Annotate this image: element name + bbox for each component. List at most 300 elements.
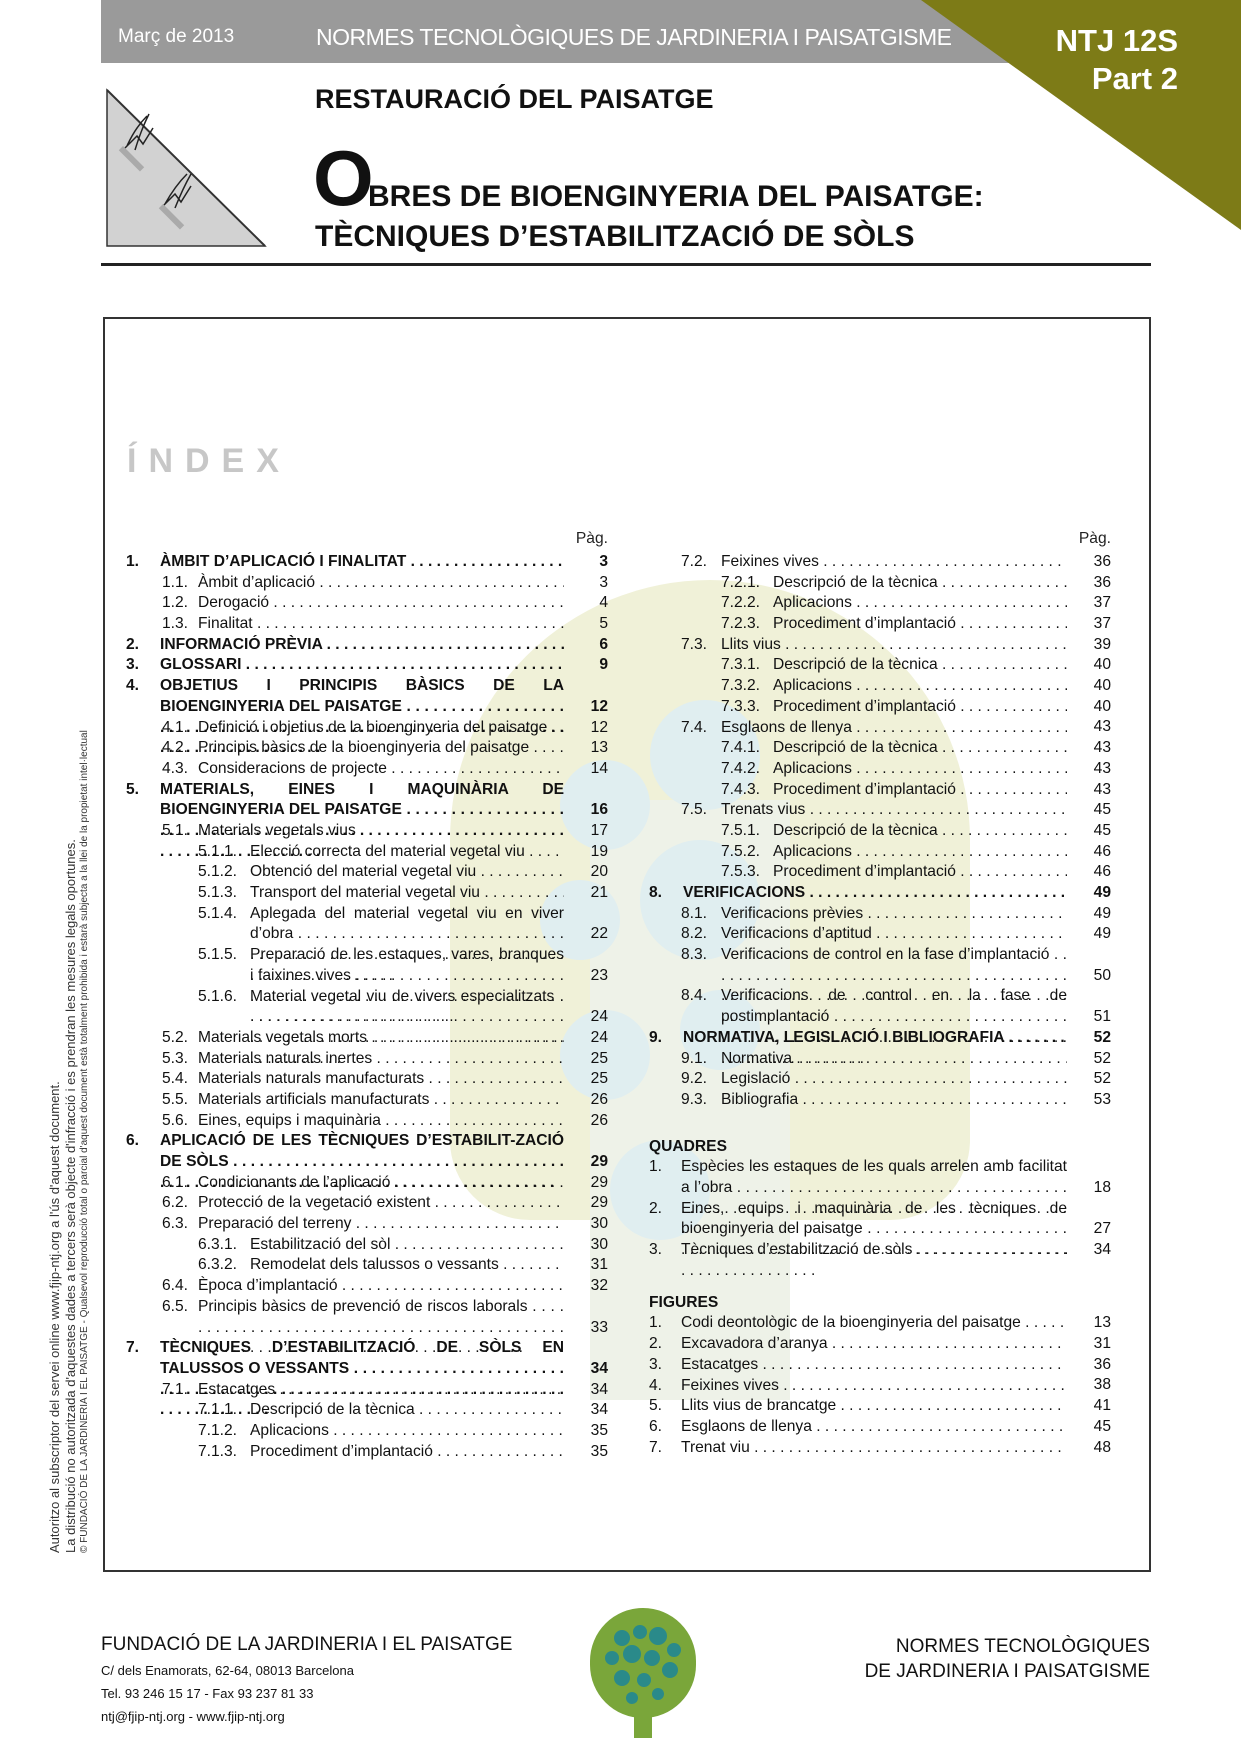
toc-entry bbox=[126, 738, 608, 759]
toc-entry-number: 1.1. bbox=[162, 573, 189, 591]
toc-entry-number: 7.5.1. bbox=[721, 821, 761, 839]
toc-entry-title: Verificacions de control en la fase d’implantació . . . bbox=[721, 945, 1067, 1028]
toc-entry-title: Obtenció del material vegetal viu . . . bbox=[250, 862, 564, 883]
toc-entry-title: Descripció de la tècnica . . . bbox=[773, 738, 1067, 759]
index-title: ÍNDEX bbox=[127, 442, 291, 480]
toc-entry bbox=[126, 1214, 608, 1235]
toc-entry-title: Materials vegetals vius . . . bbox=[198, 821, 564, 842]
toc-entry-page: 13 bbox=[1093, 1314, 1111, 1332]
toc-entry bbox=[126, 759, 608, 780]
toc-entry-number: 5.1.4. bbox=[198, 904, 238, 922]
toc-entry-title: Esglaons de llenya . . . bbox=[721, 718, 1067, 739]
toc-entry-page: 14 bbox=[590, 759, 608, 777]
toc-entry-title: APLICACIÓ DE LES TÈCNIQUES D’ESTABILIT-ZACIÓ DE SÒLS . . . bbox=[160, 1131, 564, 1193]
toc-entry-number: 4. bbox=[649, 1376, 663, 1394]
title-line-2: TÈCNIQUES D’ESTABILITZACIÓ DE SÒLS bbox=[315, 220, 915, 253]
toc-entry bbox=[126, 1255, 608, 1276]
toc-entry bbox=[649, 1417, 1111, 1438]
toc-entry bbox=[126, 821, 608, 842]
header-date: Març de 2013 bbox=[118, 26, 235, 47]
toc-entry-title: Descripció de la tècnica . . . bbox=[250, 1400, 564, 1421]
toc-entry bbox=[126, 552, 608, 573]
toc-entry bbox=[649, 1049, 1111, 1070]
toc-entry-title: Aplicacions . . . bbox=[773, 759, 1067, 780]
toc-entry-title: Principis bàsics de prevenció de riscos laborals . . . bbox=[198, 1297, 564, 1359]
toc-entry-title: Consideracions de projecte . . . bbox=[198, 759, 564, 780]
toc-entry-page: 20 bbox=[590, 863, 608, 881]
toc-entry-page: 27 bbox=[1093, 1220, 1111, 1238]
toc-entry-title: ÀMBIT D’APLICACIÓ I FINALITAT . . . bbox=[160, 552, 564, 573]
toc-entry-title: Remodelat dels talussos o vessants . . . bbox=[250, 1255, 564, 1276]
toc-entry-title: Principis bàsics de la bioenginyeria del paisatge . . . bbox=[198, 738, 564, 759]
toc-entry-page: 34 bbox=[1093, 1241, 1111, 1259]
toc-entry-title: Definició i objetius de la bioenginyeria del paisatge . . . bbox=[198, 718, 564, 739]
toc-entry-number: 7.4.1. bbox=[721, 739, 761, 757]
toc-entry bbox=[649, 573, 1111, 594]
toc-entry-title: Llits vius de brancatge . . . bbox=[681, 1396, 1067, 1417]
toc-entry-title: Preparació del terreny . . . bbox=[198, 1214, 564, 1235]
foundation-logo bbox=[582, 1604, 704, 1740]
pag-header: Pàg. bbox=[1078, 530, 1111, 547]
footer-series-line-1: NORMES TECNOLÒGIQUES bbox=[895, 1636, 1150, 1657]
toc-entry-title: Materials artificials manufacturats . . . bbox=[198, 1090, 564, 1111]
toc-entry-number: 5.1.5. bbox=[198, 946, 238, 964]
toc-entry bbox=[649, 676, 1111, 697]
toc-entry bbox=[126, 1297, 608, 1338]
toc-entry-title: Aplicacions . . . bbox=[773, 676, 1067, 697]
toc-entry-page: 30 bbox=[590, 1215, 608, 1233]
toc-entry-number: 7.1. bbox=[162, 1380, 189, 1398]
toc-entry-page: 29 bbox=[590, 1173, 608, 1191]
toc-entry bbox=[126, 1111, 608, 1132]
toc-entry bbox=[126, 1380, 608, 1401]
toc-entry-title: Feixines vives . . . bbox=[721, 552, 1067, 573]
toc-entry bbox=[126, 987, 608, 1028]
toc-entry-page: 3 bbox=[599, 552, 608, 570]
toc-entry-number: 6.3. bbox=[162, 1215, 189, 1233]
toc-entry-number: 7.4.3. bbox=[721, 780, 761, 798]
toc-entry bbox=[649, 1240, 1111, 1261]
toc-entry-title: Eines, equips i maquinària de les tècniques de bioenginyeria del paisatge . . . bbox=[681, 1199, 1067, 1282]
toc-entry-number: 5.6. bbox=[162, 1111, 189, 1129]
toc-entry-number: 4.1. bbox=[162, 718, 189, 736]
toc-entry-page: 51 bbox=[1093, 1008, 1111, 1026]
toc-entry-number: 5.4. bbox=[162, 1070, 189, 1088]
toc-entry-page: 13 bbox=[590, 739, 608, 757]
toc-entry bbox=[126, 1421, 608, 1442]
toc-entry-number: 6.4. bbox=[162, 1277, 189, 1295]
toc-entry-number: 7.1.1. bbox=[198, 1401, 238, 1419]
toc-entry bbox=[649, 924, 1111, 945]
toc-entry-number: 6.2. bbox=[162, 1194, 189, 1212]
toc-entry-page: 36 bbox=[1093, 1355, 1111, 1373]
toc-entry-page: 43 bbox=[1093, 718, 1111, 736]
toc-entry-title: Materials naturals manufacturats . . . bbox=[198, 1069, 564, 1090]
toc-entry-number: 8.2. bbox=[681, 925, 708, 943]
toc-entry-page: 53 bbox=[1093, 1090, 1111, 1108]
toc-entry bbox=[649, 718, 1111, 739]
toc-entry-number: 3. bbox=[649, 1355, 663, 1373]
toc-entry-page: 35 bbox=[590, 1442, 608, 1460]
toc-entry-page: 12 bbox=[590, 697, 608, 715]
toc-entry-title: Descripció de la tècnica . . . bbox=[773, 655, 1067, 676]
toc-entry-number: 5.1.1. bbox=[198, 842, 238, 860]
toc-entry bbox=[126, 1442, 608, 1463]
toc-entry bbox=[649, 593, 1111, 614]
toc-entry-number: 5. bbox=[649, 1397, 663, 1415]
toc-entry-title: Àmbit d’aplicació . . . bbox=[198, 573, 564, 594]
toc-entry-page: 45 bbox=[1093, 801, 1111, 819]
toc-entry-page: 16 bbox=[590, 801, 608, 819]
toc-entry-title: Codi deontològic de la bioenginyeria del paisatge . . . bbox=[681, 1313, 1067, 1334]
toc-entry-page: 34 bbox=[590, 1380, 608, 1398]
side-note-1: Autoritzo al subscriptor del servei online www.fjip-ntj.org a l'ús d'aquest document. bbox=[47, 1081, 62, 1553]
toc-entry-page: 5 bbox=[599, 615, 608, 633]
toc-entry-number: 6.3.1. bbox=[198, 1235, 238, 1253]
toc-entry-title: Època d’implantació . . . bbox=[198, 1276, 564, 1297]
toc-entry-title: INFORMACIÓ PRÈVIA . . . bbox=[160, 635, 564, 656]
toc-entry-page: 46 bbox=[1093, 842, 1111, 860]
toc-entry-title: Derogació . . . bbox=[198, 593, 564, 614]
toc-entry-number: 3. bbox=[649, 1241, 663, 1259]
toc-entry-title: Procediment d’implantació . . . bbox=[250, 1442, 564, 1463]
toc-entry-title: Feixines vives . . . bbox=[681, 1376, 1067, 1397]
toc-entry-title: TÈCNIQUES D’ESTABILITZACIÓ DE SÒLS EN TALUSSOS O VESSANTS . . . bbox=[160, 1338, 564, 1421]
toc-entry bbox=[126, 614, 608, 635]
toc-entry-page: 34 bbox=[590, 1359, 608, 1377]
toc-entry bbox=[649, 1438, 1111, 1459]
toc-entry-title: Llits vius . . . bbox=[721, 635, 1067, 656]
toc-entry-page: 19 bbox=[590, 842, 608, 860]
toc-entry-number: 6. bbox=[649, 1417, 663, 1435]
toc-entry bbox=[649, 1313, 1111, 1334]
quadres-list bbox=[649, 1157, 1111, 1260]
toc-entry bbox=[649, 738, 1111, 759]
toc-entry-title: Trenat viu . . . bbox=[681, 1438, 1067, 1459]
index-column-left bbox=[126, 530, 608, 1462]
toc-entry-page: 26 bbox=[590, 1111, 608, 1129]
toc-entry-page: 3 bbox=[599, 573, 608, 591]
toc-entry bbox=[649, 1376, 1111, 1397]
toc-entry-title: Materials vegetals morts . . . bbox=[198, 1028, 564, 1049]
toc-entry-title: Trenats vius . . . bbox=[721, 800, 1067, 821]
toc-entry-number: 7.1.3. bbox=[198, 1442, 238, 1460]
toc-entry-title: Eines, equips i maquinària . . . bbox=[198, 1111, 564, 1132]
toc-entry bbox=[649, 945, 1111, 986]
toc-entry-page: 31 bbox=[590, 1256, 608, 1274]
toc-entry bbox=[649, 1157, 1111, 1198]
toc-entry-page: 26 bbox=[590, 1090, 608, 1108]
toc-entry-number: 7.3.3. bbox=[721, 697, 761, 715]
toc-entry-number: 8. bbox=[649, 884, 663, 901]
toc-entry-page: 38 bbox=[1093, 1376, 1111, 1394]
toc-entry-page: 36 bbox=[1093, 573, 1111, 591]
toc-entry-page: 17 bbox=[590, 821, 608, 839]
toc-entry bbox=[126, 593, 608, 614]
toc-entry-title: GLOSSARI . . . bbox=[160, 655, 564, 676]
toc-entry-number: 4. bbox=[126, 677, 140, 695]
header-series: NORMES TECNOLÒGIQUES DE JARDINERIA I PAISATGISME bbox=[316, 24, 952, 50]
toc-entry-number: 6.1. bbox=[162, 1173, 189, 1191]
slope-sketch-illustration bbox=[105, 88, 275, 248]
toc-entry-number: 9.1. bbox=[681, 1049, 708, 1067]
code-label: NTJ 12S bbox=[1055, 23, 1178, 58]
toc-entry bbox=[649, 552, 1111, 573]
toc-entry bbox=[649, 800, 1111, 821]
figures-list bbox=[649, 1313, 1111, 1458]
toc-entry-page: 43 bbox=[1093, 780, 1111, 798]
toc-entry-number: 9.3. bbox=[681, 1090, 708, 1108]
toc-entry bbox=[649, 1355, 1111, 1376]
footer-web: ntj@fjip-ntj.org - www.fjip-ntj.org bbox=[101, 1709, 285, 1724]
toc-entry-title: NORMATIVA, LEGISLACIÓ I BIBLIOGRAFIA . . . bbox=[683, 1028, 1067, 1049]
toc-entry-number: 1. bbox=[649, 1158, 663, 1176]
toc-entry-page: 22 bbox=[590, 925, 608, 943]
footer-series bbox=[865, 1634, 1150, 1684]
toc-entry-title: Descripció de la tècnica . . . bbox=[773, 821, 1067, 842]
toc-entry-title: Procediment d’implantació . . . bbox=[773, 862, 1067, 883]
toc-entry-number: 7. bbox=[126, 1339, 140, 1357]
toc-entry-page: 52 bbox=[1093, 1028, 1111, 1046]
toc-entry-title: Aplicacions . . . bbox=[250, 1421, 564, 1442]
toc-entry bbox=[649, 862, 1111, 883]
document-subtitle: RESTAURACIÓ DEL PAISATGE bbox=[315, 84, 714, 114]
toc-entry-page: 49 bbox=[1093, 925, 1111, 943]
toc-entry bbox=[126, 1235, 608, 1256]
footer-organization: FUNDACIÓ DE LA JARDINERIA I EL PAISATGE bbox=[101, 1634, 513, 1655]
toc-entry-number: 5. bbox=[126, 780, 140, 798]
toc-entry-title: Verificacions d’aptitud . . . bbox=[721, 924, 1067, 945]
toc-entry bbox=[126, 1338, 608, 1379]
toc-entry bbox=[126, 945, 608, 986]
toc-entry-number: 8.1. bbox=[681, 904, 708, 922]
toc-entry-title: Aplegada del material vegetal viu en viver d’obra . . . bbox=[250, 904, 564, 987]
toc-entry bbox=[126, 1131, 608, 1172]
toc-entry-title: Legislació . . . bbox=[721, 1069, 1067, 1090]
toc-entry bbox=[126, 1049, 608, 1070]
toc-entry-page: 29 bbox=[590, 1153, 608, 1171]
toc-entry-number: 6. bbox=[126, 1132, 140, 1150]
toc-entry-number: 8.3. bbox=[681, 946, 708, 964]
side-note-3: © FUNDACIÓ DE LA JARDINERIA I EL PAISATGE - Qualsevol reproducció total o parcial d'aquest document està totalment prohibida i estarà subjecta a la llei de la propietat intel·lectual bbox=[79, 730, 90, 1553]
toc-entry-number: 5.1.3. bbox=[198, 884, 238, 902]
toc-entry-page: 48 bbox=[1093, 1438, 1111, 1456]
toc-entry-page: 45 bbox=[1093, 821, 1111, 839]
toc-entry-title: Aplicacions . . . bbox=[773, 842, 1067, 863]
toc-entry-page: 41 bbox=[1093, 1397, 1111, 1415]
toc-entry-title: Estabilització del sòl . . . bbox=[250, 1235, 564, 1256]
toc-entry-title: Procediment d’implantació . . . bbox=[773, 780, 1067, 801]
toc-entry-number: 2. bbox=[649, 1199, 663, 1217]
side-note-2: La distribució no autoritzada d'aquestes dades a tercers serà objecte d'infracció i es prendran les mesures legals oportunes. bbox=[63, 839, 78, 1553]
toc-entry-number: 6.3.2. bbox=[198, 1256, 238, 1274]
toc-entry-title: Aplicacions . . . bbox=[773, 593, 1067, 614]
toc-entry-page: 34 bbox=[590, 1401, 608, 1419]
toc-entry-page: 49 bbox=[1093, 883, 1111, 901]
toc-entry-page: 37 bbox=[1093, 615, 1111, 633]
toc-entry-title: Procediment d’implantació . . . bbox=[773, 614, 1067, 635]
toc-entry-page: 40 bbox=[1093, 677, 1111, 695]
toc-entry-title: Tècniques d’estabilització de sòls . . . bbox=[681, 1240, 1067, 1261]
toc-entry bbox=[649, 655, 1111, 676]
toc-entry-title: Procediment d’implantació . . . bbox=[773, 697, 1067, 718]
header-rule bbox=[101, 263, 1151, 266]
toc-entry-number: 7.4.2. bbox=[721, 759, 761, 777]
toc-entry-title: Material vegetal viu de vivers especialitzats . . . bbox=[250, 987, 564, 1070]
toc-entry-page: 49 bbox=[1093, 904, 1111, 922]
toc-entry bbox=[649, 635, 1111, 656]
toc-entry-number: 7.3.1. bbox=[721, 656, 761, 674]
toc-entry bbox=[649, 986, 1111, 1027]
document-code bbox=[1056, 22, 1178, 98]
toc-entry bbox=[126, 883, 608, 904]
toc-entry-title: Excavadora d’aranya . . . bbox=[681, 1334, 1067, 1355]
pag-header: Pàg. bbox=[575, 530, 608, 547]
toc-entry bbox=[126, 1090, 608, 1111]
toc-entry-page: 39 bbox=[1093, 635, 1111, 653]
title-initial: O bbox=[313, 134, 374, 222]
toc-entry-page: 23 bbox=[590, 966, 608, 984]
toc-entry-number: 4.2. bbox=[162, 739, 189, 757]
figures-heading: FIGURES bbox=[649, 1293, 719, 1311]
toc-entry-page: 32 bbox=[590, 1277, 608, 1295]
toc-entry-number: 3. bbox=[126, 656, 140, 674]
toc-entry-page: 9 bbox=[599, 656, 608, 674]
toc-entry-title: Verificacions de control en la fase de postimplantació . . . bbox=[721, 986, 1067, 1069]
footer-phone: Tel. 93 246 15 17 - Fax 93 237 81 33 bbox=[101, 1686, 314, 1701]
part-label: Part 2 bbox=[1091, 61, 1178, 96]
toc-entry-page: 35 bbox=[590, 1421, 608, 1439]
toc-entry-page: 24 bbox=[590, 1028, 608, 1046]
toc-entry-number: 5.1.2. bbox=[198, 863, 238, 881]
toc-entry-number: 5.5. bbox=[162, 1090, 189, 1108]
toc-entry-number: 9.2. bbox=[681, 1070, 708, 1088]
toc-entry-page: 21 bbox=[590, 884, 608, 902]
toc-entry-title: Normativa . . . bbox=[721, 1049, 1067, 1070]
toc-entry-number: 7.1.2. bbox=[198, 1422, 238, 1439]
toc-entry-page: 31 bbox=[1093, 1335, 1111, 1353]
toc-list-right bbox=[649, 552, 1111, 1111]
toc-entry bbox=[649, 904, 1111, 925]
toc-entry-page: 33 bbox=[590, 1318, 608, 1336]
toc-entry-number: 7.5.3. bbox=[721, 863, 761, 881]
toc-entry-number: 1.2. bbox=[162, 594, 189, 612]
toc-entry-number: 2. bbox=[126, 635, 140, 653]
footer-series-line-2: DE JARDINERIA I PAISATGISME bbox=[864, 1661, 1150, 1682]
toc-entry-number: 6.5. bbox=[162, 1297, 189, 1315]
toc-entry-number: 7.3.2. bbox=[721, 677, 761, 695]
toc-entry-title: Espècies les estaques de les quals arrelen amb facilitat a l’obra . . . bbox=[681, 1157, 1067, 1240]
toc-entry-page: 45 bbox=[1093, 1417, 1111, 1435]
toc-entry-page: 25 bbox=[590, 1049, 608, 1067]
toc-entry-number: 4.3. bbox=[162, 759, 189, 777]
toc-entry-number: 7.2.1. bbox=[721, 573, 761, 591]
toc-entry bbox=[126, 904, 608, 945]
toc-entry-page: 12 bbox=[590, 718, 608, 736]
toc-entry-title: Estacatges . . . bbox=[681, 1355, 1067, 1376]
toc-entry bbox=[649, 1334, 1111, 1355]
toc-entry bbox=[649, 883, 1111, 904]
toc-entry bbox=[649, 780, 1111, 801]
toc-entry bbox=[649, 1069, 1111, 1090]
toc-entry bbox=[126, 1276, 608, 1297]
toc-entry-page: 40 bbox=[1093, 697, 1111, 715]
toc-entry-page: 25 bbox=[590, 1070, 608, 1088]
toc-entry-number: 5.2. bbox=[162, 1028, 189, 1046]
toc-entry bbox=[649, 697, 1111, 718]
title-line-1: BRES DE BIOENGINYERIA DEL PAISATGE: bbox=[368, 180, 984, 213]
toc-entry-number: 5.3. bbox=[162, 1049, 189, 1067]
toc-entry-page: 30 bbox=[590, 1235, 608, 1253]
toc-entry bbox=[126, 1069, 608, 1090]
toc-entry-title: Esglaons de llenya . . . bbox=[681, 1417, 1067, 1438]
toc-entry-number: 9. bbox=[649, 1028, 663, 1046]
toc-entry bbox=[649, 842, 1111, 863]
toc-entry-page: 46 bbox=[1093, 863, 1111, 881]
toc-entry-title: Protecció de la vegetació existent . . . bbox=[198, 1193, 564, 1214]
toc-entry-page: 40 bbox=[1093, 656, 1111, 674]
toc-entry-number: 7.2. bbox=[681, 553, 708, 570]
toc-entry-number: 7. bbox=[649, 1438, 663, 1456]
toc-entry bbox=[649, 821, 1111, 842]
toc-entry bbox=[126, 573, 608, 594]
toc-entry-page: 36 bbox=[1093, 552, 1111, 570]
toc-list-left bbox=[126, 552, 608, 1462]
toc-entry-title: Transport del material vegetal viu . . . bbox=[250, 883, 564, 904]
toc-entry-page: 24 bbox=[590, 1008, 608, 1026]
toc-entry bbox=[649, 614, 1111, 635]
toc-entry-page: 6 bbox=[599, 635, 608, 653]
toc-entry-page: 52 bbox=[1093, 1070, 1111, 1088]
toc-entry-title: Materials naturals inertes . . . bbox=[198, 1049, 564, 1070]
toc-entry-page: 43 bbox=[1093, 739, 1111, 757]
toc-entry bbox=[126, 862, 608, 883]
toc-entry-number: 1. bbox=[649, 1314, 663, 1332]
toc-entry bbox=[126, 1028, 608, 1049]
toc-entry bbox=[126, 780, 608, 821]
toc-entry-title: Descripció de la tècnica . . . bbox=[773, 573, 1067, 594]
toc-entry-number: 7.5. bbox=[681, 801, 708, 819]
toc-entry bbox=[126, 1193, 608, 1214]
toc-entry-page: 52 bbox=[1093, 1049, 1111, 1067]
toc-entry bbox=[649, 1090, 1111, 1111]
toc-entry-title: OBJETIUS I PRINCIPIS BÀSICS DE LA BIOENGINYERIA DEL PAISATGE . . . bbox=[160, 676, 564, 759]
toc-entry bbox=[126, 1173, 608, 1194]
toc-entry-page: 37 bbox=[1093, 594, 1111, 612]
toc-entry-number: 2. bbox=[649, 1335, 663, 1353]
toc-entry-title: Bibliografia . . . bbox=[721, 1090, 1067, 1111]
toc-entry-title: Finalitat . . . bbox=[198, 614, 564, 635]
toc-entry-page: 29 bbox=[590, 1194, 608, 1212]
toc-entry-number: 1.3. bbox=[162, 615, 189, 633]
toc-entry-number: 7.3. bbox=[681, 635, 708, 653]
toc-entry-number: 7.2.2. bbox=[721, 594, 761, 612]
toc-entry bbox=[649, 1199, 1111, 1240]
toc-entry-title: Condicionants de l’aplicació . . . bbox=[198, 1173, 564, 1194]
toc-entry-number: 5.1. bbox=[162, 821, 189, 839]
toc-entry bbox=[126, 718, 608, 739]
toc-entry-number: 5.1.6. bbox=[198, 987, 238, 1005]
toc-entry-page: 4 bbox=[599, 594, 608, 612]
toc-entry-title: Elecció correcta del material vegetal viu . . . bbox=[250, 842, 564, 863]
toc-entry-page: 50 bbox=[1093, 966, 1111, 984]
toc-entry bbox=[126, 676, 608, 717]
toc-entry-number: 1. bbox=[126, 553, 140, 570]
toc-entry-number: 7.2.3. bbox=[721, 615, 761, 633]
toc-entry bbox=[649, 1396, 1111, 1417]
toc-entry bbox=[126, 635, 608, 656]
toc-entry bbox=[126, 655, 608, 676]
